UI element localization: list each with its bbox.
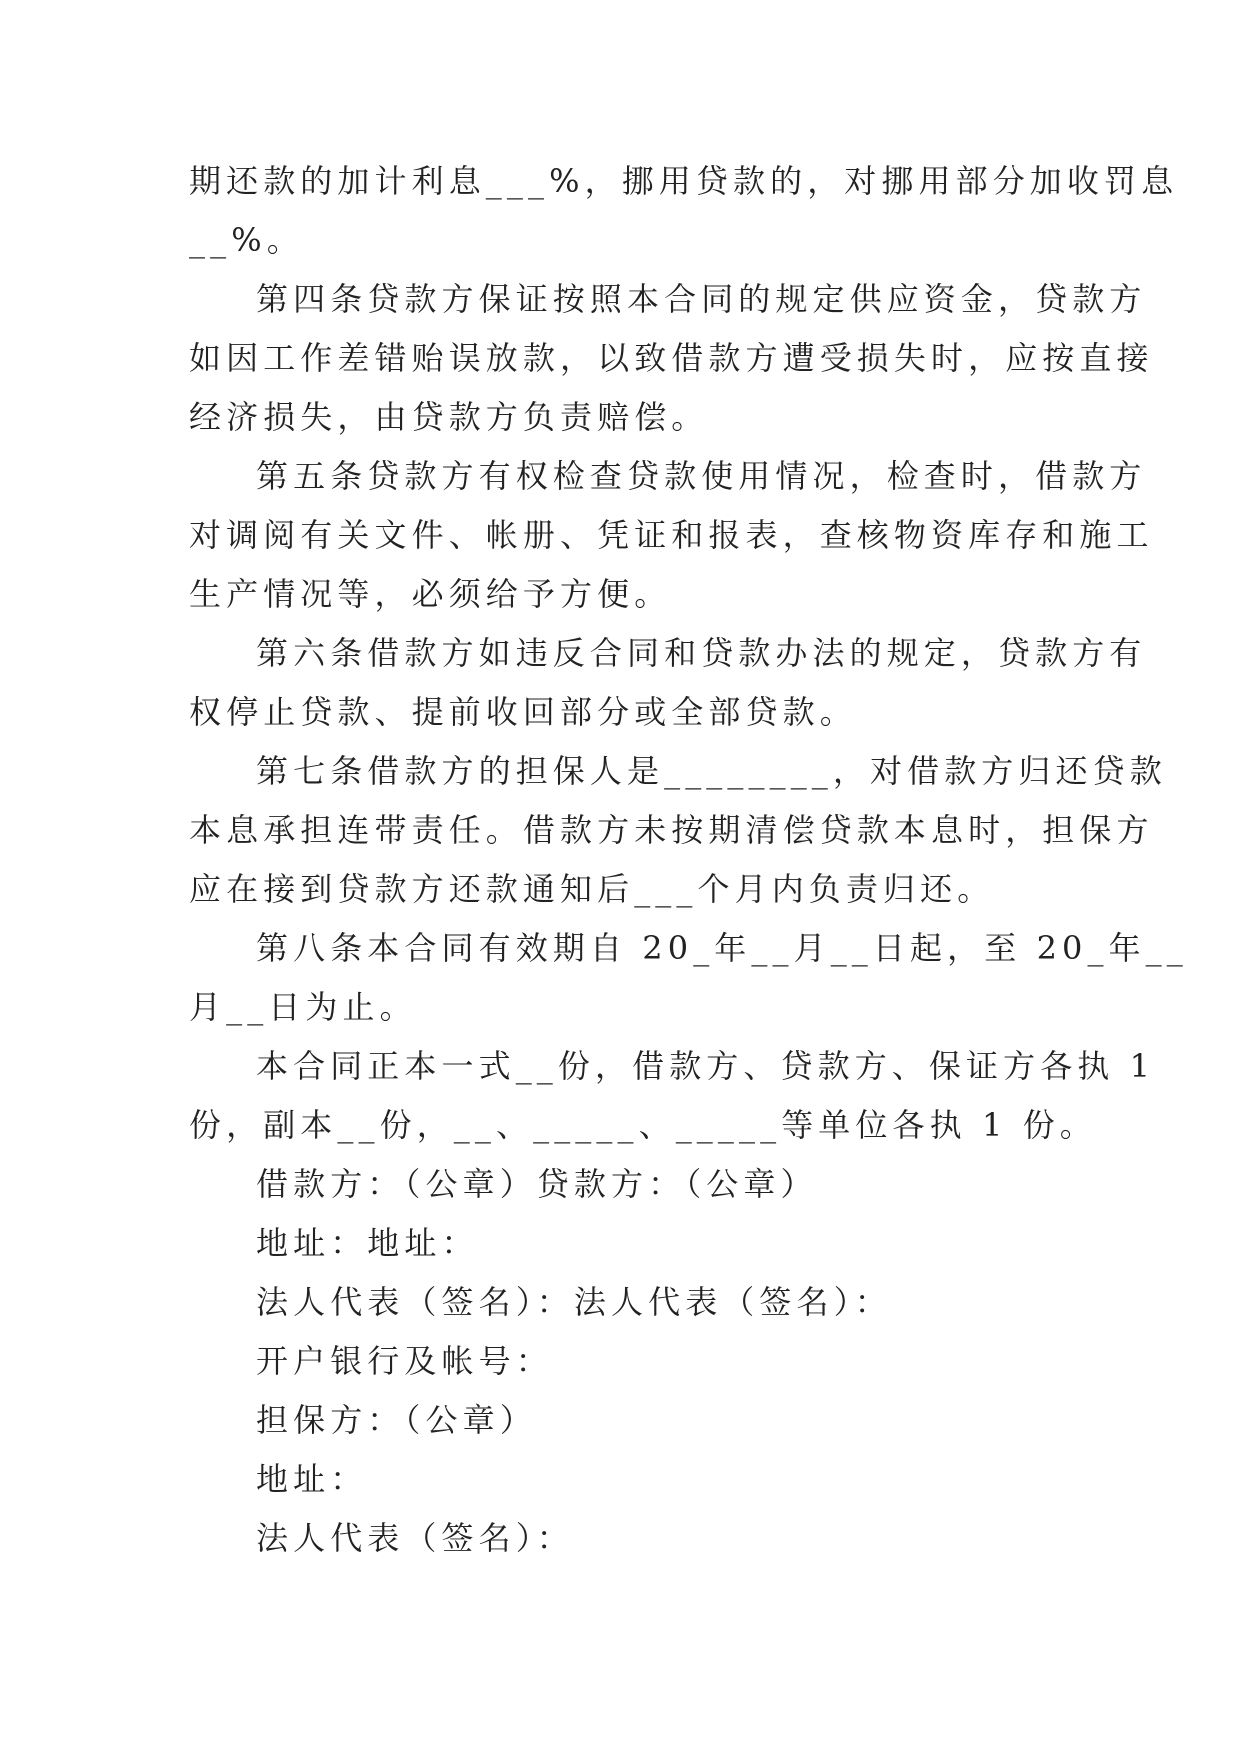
text-line: 月__日为止。 bbox=[189, 988, 417, 1026]
clause-eight-line: 第八条本合同有效期自 20_年__月__日起，至 20_年__ bbox=[256, 929, 1188, 967]
text-line: 权停止贷款、提前收回部分或全部贷款。 bbox=[189, 693, 857, 731]
text-line: 如因工作差错贻误放款，以致借款方遭受损失时，应按直接 bbox=[189, 339, 1154, 377]
copies-line: 本合同正本一式__份，借款方、贷款方、保证方各执 1 bbox=[256, 1047, 1156, 1085]
text-line: 份，副本__份，__、_____、_____等单位各执 1 份。 bbox=[189, 1106, 1097, 1144]
address-line: 地址：地址： bbox=[256, 1224, 479, 1262]
text-line: 生产情况等，必须给予方便。 bbox=[189, 575, 672, 613]
contract-body bbox=[189, 152, 1188, 1568]
text-line: 对调阅有关文件、帐册、凭证和报表，查核物资库存和施工 bbox=[189, 516, 1154, 554]
bank-account-line: 开户银行及帐号： bbox=[256, 1342, 553, 1380]
guarantor-address-line: 地址： bbox=[256, 1460, 368, 1498]
guarantor-legal-rep-line: 法人代表（签名）： bbox=[256, 1519, 574, 1557]
text-line: 期还款的加计利息___%，挪用贷款的，对挪用部分加收罚息 bbox=[189, 162, 1179, 200]
text-line: 本息承担连带责任。借款方未按期清偿贷款本息时，担保方 bbox=[189, 811, 1154, 849]
clause-five-line: 第五条贷款方有权检查贷款使用情况，检查时，借款方 bbox=[256, 457, 1147, 495]
text-line: 应在接到贷款方还款通知后___个月内负责归还。 bbox=[189, 870, 995, 908]
text-line: __%。 bbox=[189, 221, 304, 259]
borrower-lender-seal-line: 借款方：（公章）贷款方：（公章） bbox=[256, 1165, 818, 1203]
clause-six-line: 第六条借款方如违反合同和贷款办法的规定，贷款方有 bbox=[256, 634, 1147, 672]
guarantor-seal-line: 担保方：（公章） bbox=[256, 1401, 537, 1439]
clause-four-line: 第四条贷款方保证按照本合同的规定供应资金，贷款方 bbox=[256, 280, 1147, 318]
legal-rep-line: 法人代表（签名）：法人代表（签名）： bbox=[256, 1283, 892, 1321]
text-line: 经济损失，由贷款方负责赔偿。 bbox=[189, 398, 709, 436]
clause-seven-line: 第七条借款方的担保人是________，对借款方归还贷款 bbox=[256, 752, 1167, 790]
